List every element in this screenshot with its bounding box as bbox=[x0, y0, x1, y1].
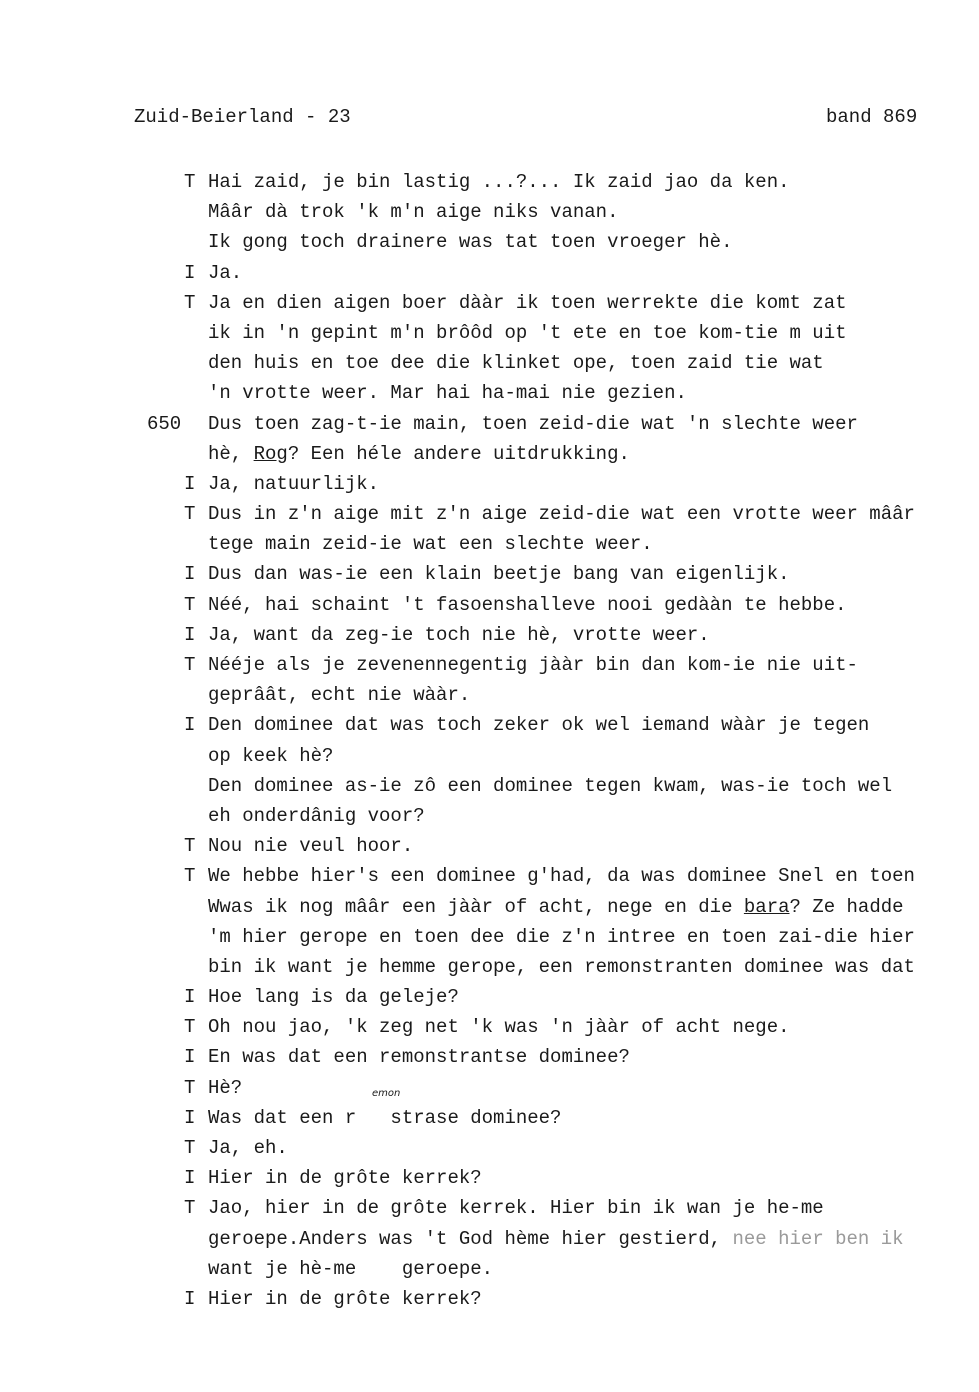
transcript-line bbox=[0, 831, 979, 861]
text-segment: ? Een héle andere uitdrukking. bbox=[287, 442, 630, 465]
utterance-text: Nééje als je zevenennegentig jààr bin dan kom-ie nie uit- bbox=[208, 654, 858, 676]
transcript-line bbox=[0, 590, 979, 620]
speaker-label: T bbox=[184, 593, 196, 616]
transcript-line bbox=[0, 529, 979, 559]
text-segment: hè, bbox=[208, 442, 254, 465]
speaker-label: I bbox=[184, 1106, 196, 1129]
utterance-text: Dus toen zag-t-ie main, toen zeid-die wat 'n slechte weer bbox=[208, 412, 858, 435]
utterance-text: bin ik want je hemme gerope, een remonstranten dominee was dat bbox=[208, 955, 915, 978]
utterance-text: geprâât, echt nie wààr. bbox=[208, 684, 471, 707]
transcript-line bbox=[0, 892, 979, 922]
utterance-text: Hier in de grôte kerrek? bbox=[208, 1167, 482, 1190]
faded-text: nee hier ben ik bbox=[732, 1227, 904, 1250]
utterance-text: Jao, hier in de grôte kerrek. Hier bin ik wan je he-me bbox=[208, 1197, 824, 1220]
utterance-text: ik in 'n gepint m'n brôôd op 't ete en toe kom-tie m uit bbox=[208, 321, 847, 344]
speaker-label: I bbox=[184, 261, 196, 284]
transcript-line bbox=[0, 499, 979, 529]
speaker-label: T bbox=[184, 865, 196, 888]
header-location: Zuid-Beierland - 23 bbox=[134, 106, 351, 128]
utterance-text: Den dominee dat was toch zeker ok wel iemand wààr je tegen bbox=[208, 714, 870, 737]
utterance-text: Ja, eh. bbox=[208, 1137, 288, 1159]
transcript-line bbox=[0, 1073, 979, 1103]
transcript-line bbox=[0, 650, 979, 680]
transcript-line bbox=[0, 680, 979, 710]
transcript-line bbox=[0, 227, 979, 257]
utterance-text: Nou nie veul hoor. bbox=[208, 835, 414, 858]
header-tape-number: band 869 bbox=[826, 106, 918, 128]
utterance-text: want je hè-me geroepe. bbox=[208, 1257, 494, 1280]
utterance-text: 'm hier gerope en toen dee die z'n intree en toen zai-die hier bbox=[208, 925, 915, 948]
transcript-line bbox=[0, 167, 979, 197]
transcript-line bbox=[0, 741, 979, 771]
speaker-label: T bbox=[184, 171, 196, 193]
utterance-text: eh onderdânig voor? bbox=[208, 804, 425, 827]
utterance-text: Ja, natuurlijk. bbox=[208, 472, 380, 495]
transcript bbox=[0, 167, 979, 1314]
transcript-line bbox=[0, 1163, 979, 1193]
speaker-label: T bbox=[184, 1197, 196, 1220]
utterance-text: Ja, want da zeg-ie toch nie hè, vrotte weer. bbox=[208, 623, 710, 646]
speaker-label: T bbox=[184, 503, 196, 526]
transcript-line bbox=[0, 559, 979, 589]
utterance-text: En was dat een remonstrantse dominee? bbox=[208, 1046, 630, 1069]
speaker-label: I bbox=[184, 563, 196, 586]
utterance-text: Dus dan was-ie een klain beetje bang van eigenlijk. bbox=[208, 563, 790, 586]
transcript-line bbox=[0, 1012, 979, 1042]
utterance-text: Ja. bbox=[208, 261, 243, 284]
text-segment: geroepe.Anders was 't God hème hier gestierd, bbox=[208, 1227, 733, 1250]
transcript-line bbox=[0, 620, 979, 650]
transcript-line bbox=[0, 710, 979, 740]
transcript-line bbox=[0, 1254, 979, 1284]
transcript-line bbox=[0, 348, 979, 378]
utterance-text: Hai zaid, je bin lastig ...?... Ik zaid jao da ken. bbox=[208, 171, 790, 193]
speaker-label: I bbox=[184, 1046, 196, 1069]
speaker-label: I bbox=[184, 623, 196, 646]
utterance-text: Néé, hai schaint 't fasoenshalleve nooi gedààn te hebbe. bbox=[208, 593, 847, 616]
transcript-line bbox=[0, 861, 979, 891]
transcript-line bbox=[0, 771, 979, 801]
transcript-line bbox=[0, 258, 979, 288]
transcript-line bbox=[0, 922, 979, 952]
utterance-text: Hier in de grôte kerrek? bbox=[208, 1287, 482, 1310]
transcript-line bbox=[0, 982, 979, 1012]
speaker-label: I bbox=[184, 472, 196, 495]
utterance-text: op keek hè? bbox=[208, 744, 334, 767]
text-segment: ? Ze hadde bbox=[789, 895, 904, 918]
transcript-line bbox=[0, 197, 979, 227]
transcript-line bbox=[0, 469, 979, 499]
text-segment: Wwas ik nog mââr een jààr of acht, nege en die bbox=[208, 895, 744, 918]
utterance-text bbox=[208, 439, 630, 469]
line-number: 650 bbox=[147, 412, 182, 435]
utterance-text bbox=[208, 892, 904, 922]
transcript-line bbox=[0, 952, 979, 982]
utterance-text: 'n vrotte weer. Mar hai ha-mai nie gezien. bbox=[208, 382, 687, 405]
speaker-label: T bbox=[184, 654, 196, 676]
speaker-label: I bbox=[184, 1287, 196, 1310]
utterance-text bbox=[208, 1224, 904, 1254]
utterance-text: Oh nou jao, 'k zeg net 'k was 'n jààr of acht nege. bbox=[208, 1016, 790, 1039]
transcript-line bbox=[0, 1193, 979, 1223]
speaker-label: I bbox=[184, 986, 196, 1009]
transcript-line bbox=[0, 288, 979, 318]
transcript-line bbox=[0, 409, 979, 439]
handwritten-annotation: emon bbox=[372, 1087, 401, 1099]
utterance-text: Mââr dà trok 'k m'n aige niks vanan. bbox=[208, 201, 619, 224]
underlined-word: bara bbox=[743, 895, 790, 918]
transcript-line bbox=[0, 1042, 979, 1072]
utterance-text: Ja en dien aigen boer dààr ik toen werrekte die komt zat bbox=[208, 291, 847, 314]
utterance-text: Hoe lang is da geleje? bbox=[208, 986, 459, 1009]
speaker-label: T bbox=[184, 291, 196, 314]
transcript-line bbox=[0, 439, 979, 469]
speaker-label: I bbox=[184, 1167, 196, 1190]
transcript-line bbox=[0, 1284, 979, 1314]
transcript-line bbox=[0, 1224, 979, 1254]
speaker-label: T bbox=[184, 835, 196, 858]
underlined-word: Rog bbox=[253, 442, 288, 465]
transcript-line bbox=[0, 1133, 979, 1163]
utterance-text: tege main zeid-ie wat een slechte weer. bbox=[208, 533, 653, 556]
utterance-text: Was dat een r strase dominee? bbox=[208, 1106, 562, 1129]
speaker-label: T bbox=[184, 1016, 196, 1039]
utterance-text: Ik gong toch drainere was tat toen vroeger hè. bbox=[208, 231, 733, 254]
transcript-line bbox=[0, 378, 979, 408]
utterance-text: Dus in z'n aige mit z'n aige zeid-die wat een vrotte weer mââr bbox=[208, 503, 915, 526]
utterance-text: Hè? bbox=[208, 1076, 243, 1099]
speaker-label: T bbox=[184, 1076, 196, 1099]
transcript-line bbox=[0, 801, 979, 831]
utterance-text: den huis en toe dee die klinket ope, toen zaid tie wat bbox=[208, 352, 824, 375]
speaker-label: T bbox=[184, 1137, 196, 1159]
transcript-line bbox=[0, 318, 979, 348]
speaker-label: I bbox=[184, 714, 196, 737]
utterance-text: Den dominee as-ie zô een dominee tegen kwam, was-ie toch wel bbox=[208, 774, 893, 797]
utterance-text: We hebbe hier's een dominee g'had, da was dominee Snel en toen bbox=[208, 865, 915, 888]
